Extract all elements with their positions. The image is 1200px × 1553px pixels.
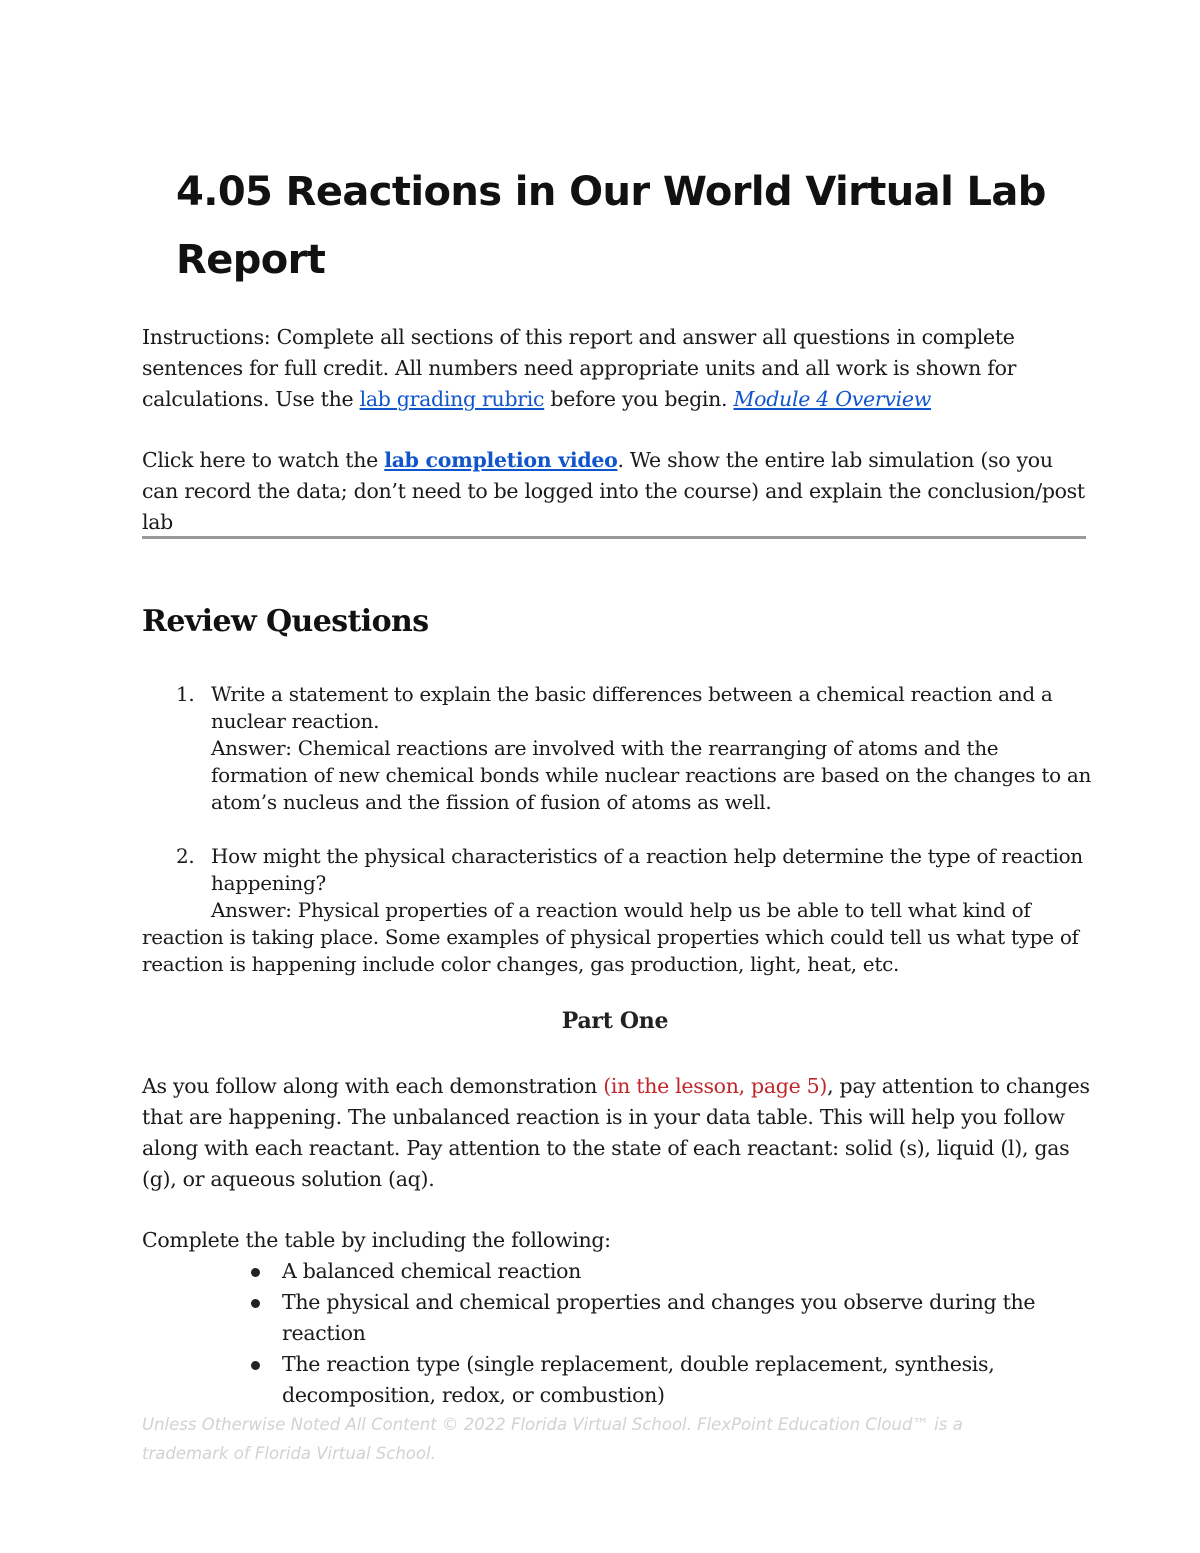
lab-completion-video-link[interactable]: lab completion video [384,448,618,472]
list-item: The physical and chemical properties and changes you observe during the reaction [250,1287,1080,1349]
video-text: Click here to watch the [142,448,385,472]
instructions-paragraph [142,322,1092,415]
requirements-list [250,1256,1080,1411]
answer-text: Answer: Physical properties of a reaction would help us be able to tell what kind of reaction is taking place. Some examples of physical properties which could tell us what type of reaction is happening include color changes, gas production, light, heat, etc. [142,898,1079,976]
copyright-footer: Unless Otherwise Noted All Content © 2022 Florida Virtual School. FlexPoint Education Cloud™ is a trademark of Florida Virtual School. [142,1415,963,1463]
question-text: How might the physical characteristics of a reaction help determine the type of reaction happening? [211,844,1083,895]
horizontal-divider [142,536,1086,539]
lesson-page-note: (in the lesson, page 5) [603,1074,828,1098]
complete-table-label: Complete the table by including the following: [142,1228,611,1252]
bullet-icon [251,1361,260,1370]
title-line-1: 4.05 Reactions in Our World Virtual Lab [176,169,1046,215]
intro-text-cont: , pay attention to changes that are happening. The unbalanced reaction is in your data table. This will help you follow along with each reactant. Pay attention to the state of each reactant: solid (s), liquid (l), gas (g), or aqueous solution (aq). [142,1074,1090,1191]
page-title [176,158,1076,294]
instructions-text: Instructions: Complete all sections of this report and answer all questions in complete sentences for full credit. All numbers need appropriate units and all work is shown for calculations. Use the [142,325,1017,411]
bullet-icon [251,1268,260,1277]
bullet-icon [251,1299,260,1308]
part-one-intro [142,1071,1092,1195]
question-number: 1. [176,682,195,706]
review-questions-heading: Review Questions [142,604,429,639]
list-item: A balanced chemical reaction [250,1256,1080,1287]
question-text: Write a statement to explain the basic differences between a chemical reaction and a nuclear reaction. [211,682,1053,733]
video-paragraph [142,445,1092,538]
list-item: The reaction type (single replacement, double replacement, synthesis, decomposition, redox, or combustion) [250,1349,1080,1411]
question-number: 2. [176,844,195,868]
intro-text: As you follow along with each demonstration [142,1074,604,1098]
review-question-2 [142,843,1092,978]
title-line-2: Report [176,237,326,283]
instructions-text-cont: before you begin. [544,387,734,411]
module-overview-link[interactable]: Module 4 Overview [733,387,931,411]
video-text-cont: . We show the entire lab simulation (so you can record the data; don’t need to be logged into the course) and explain the conclusion/post lab [142,448,1085,534]
grading-rubric-link[interactable]: lab grading rubric [359,387,545,411]
part-one-heading: Part One [561,1008,669,1034]
review-question-1 [142,681,1092,816]
answer-text: Answer: Chemical reactions are involved with the rearranging of atoms and the formation of new chemical bonds while nuclear reactions are based on the changes to an atom’s nucleus and the fission of fusion of atoms as well. [211,736,1092,814]
